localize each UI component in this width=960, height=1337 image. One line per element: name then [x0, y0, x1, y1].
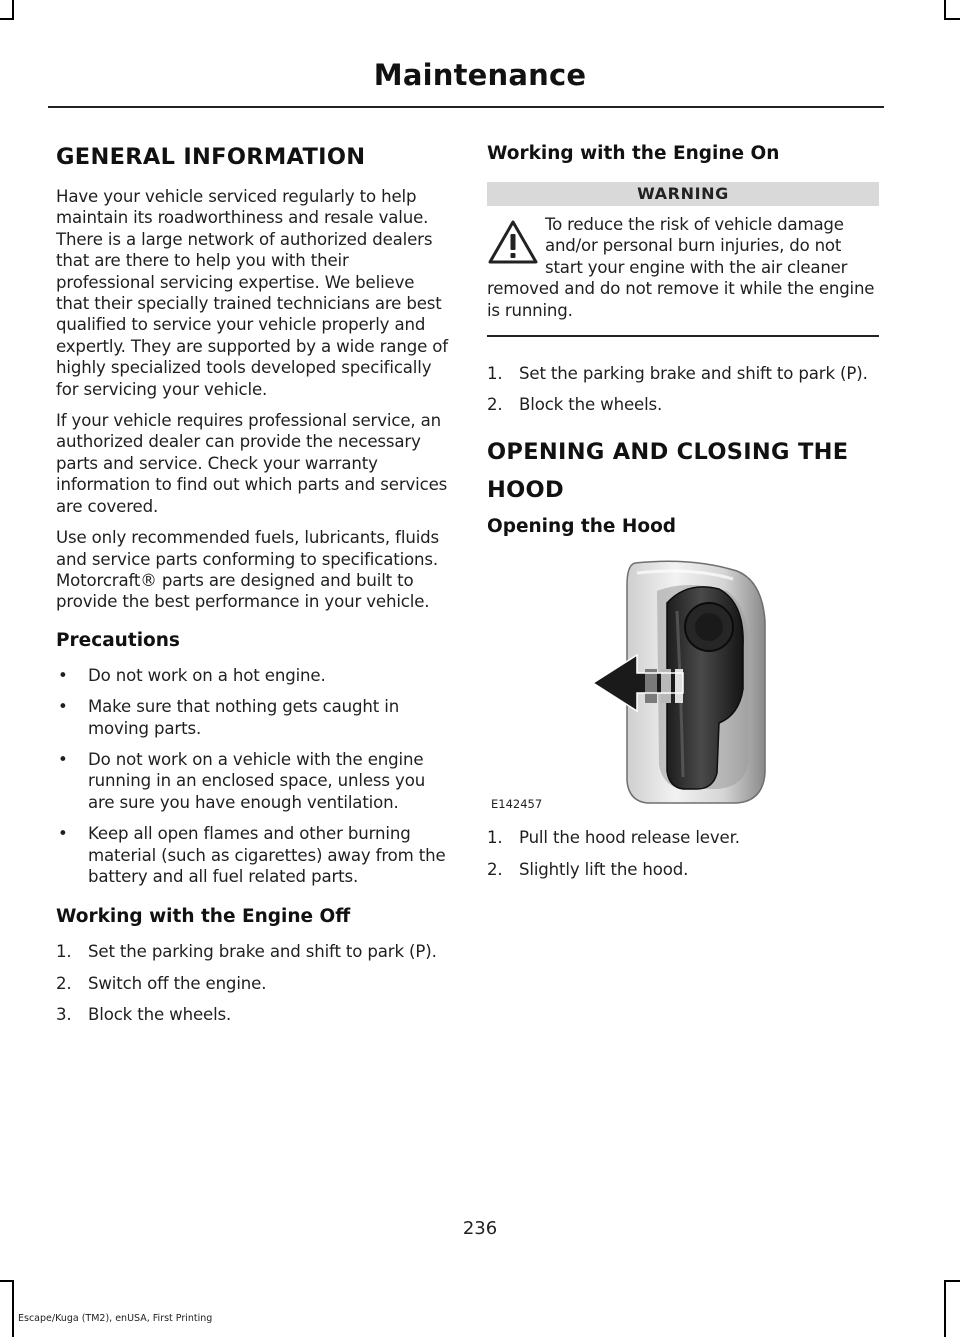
list-item: 2. Switch off the engine. [56, 973, 267, 993]
left-column [56, 142, 448, 1040]
list-item: 2. Block the wheels. [487, 394, 663, 414]
crop-mark-bottom-left [12, 1280, 14, 1337]
bullet: • [58, 824, 68, 844]
opening-hood-heading: Opening the Hood [487, 516, 677, 538]
right-column [487, 142, 879, 894]
crop-mark-top-left [12, 0, 14, 20]
crop-mark-bottom-right-h [944, 1280, 960, 1282]
paragraph-service-regularly: Have your vehicle serviced regularly to help maintain its roadworthiness and resale value. There is a large network of authorized dealers that are there to help you with their professional servicing expertise. We believe that their specially trained technicians are best qualified to service your vehicle properly and expertly. They are supported by a wide range of highly specialized tools developed specifically for servicing your vehicle. [56, 187, 448, 399]
crop-mark-top-right-h [944, 18, 960, 20]
list-item: • Do not work on a hot engine. [58, 665, 326, 685]
list-item: 1. Set the parking brake and shift to park (P). [56, 942, 437, 962]
crop-mark-top-left-h [0, 18, 14, 20]
opening-steps [487, 827, 879, 880]
engine-on-heading: Working with the Engine On [487, 143, 780, 164]
footer-text: Escape/Kuga (TM2), enUSA, First Printing [18, 1313, 213, 1324]
hood-release-lever-icon [487, 551, 879, 813]
bullet: • [58, 749, 68, 769]
crop-mark-bottom-left-h [0, 1280, 14, 1282]
crop-mark-top-right [944, 0, 946, 20]
engine-on-steps [487, 363, 879, 416]
general-information-heading: GENERAL INFORMATION [56, 144, 366, 170]
paragraph-professional-service: If your vehicle requires professional service, an authorized dealer can provide the necessary parts and service. Check your warranty information to find out which parts and services are covered. [56, 411, 448, 516]
page-number: 236 [462, 1218, 498, 1239]
precautions-list [56, 665, 448, 888]
header-rule [48, 106, 884, 108]
engine-off-steps [56, 941, 448, 1025]
engine-off-heading: Working with the Engine Off [56, 906, 351, 928]
paragraph-recommended-parts: Use only recommended fuels, lubricants, fluids and service parts conforming to specifications. Motorcraft® parts are designed and built to provide the best performance in your vehicle. [56, 528, 440, 612]
warning-triangle-icon [487, 218, 539, 266]
precautions-heading: Precautions [56, 629, 180, 651]
bullet: • [58, 665, 68, 685]
warning-box [487, 182, 879, 337]
bullet: • [58, 697, 68, 717]
warning-body [487, 214, 879, 321]
page-header-title: Maintenance [373, 58, 587, 92]
list-item: • Do not work on a vehicle with the engine running in an enclosed space, unless you are sure you have enough ventilation. [58, 749, 426, 812]
warning-rule [487, 335, 879, 337]
list-item: 2. Slightly lift the hood. [487, 859, 689, 879]
figure-label: E142457 [491, 797, 543, 812]
hood-release-illustration [487, 551, 879, 813]
crop-mark-bottom-right [944, 1280, 946, 1337]
warning-text: To reduce the risk of vehicle damage and/or personal burn injuries, do not start your engine with the air cleaner removed and do not remove it while the engine is running. [487, 215, 875, 320]
list-item: 1. Pull the hood release lever. [487, 828, 740, 848]
warning-title: WARNING [487, 182, 879, 206]
list-item: 1. Set the parking brake and shift to park (P). [487, 363, 868, 383]
hood-heading: OPENING AND CLOSING THE HOOD [487, 439, 849, 504]
list-item: 3. Block the wheels. [56, 1005, 232, 1025]
list-item: • Keep all open flames and other burning material (such as cigarettes) away from the battery and all fuel related parts. [58, 824, 446, 886]
list-item: • Make sure that nothing gets caught in moving parts. [58, 697, 400, 738]
